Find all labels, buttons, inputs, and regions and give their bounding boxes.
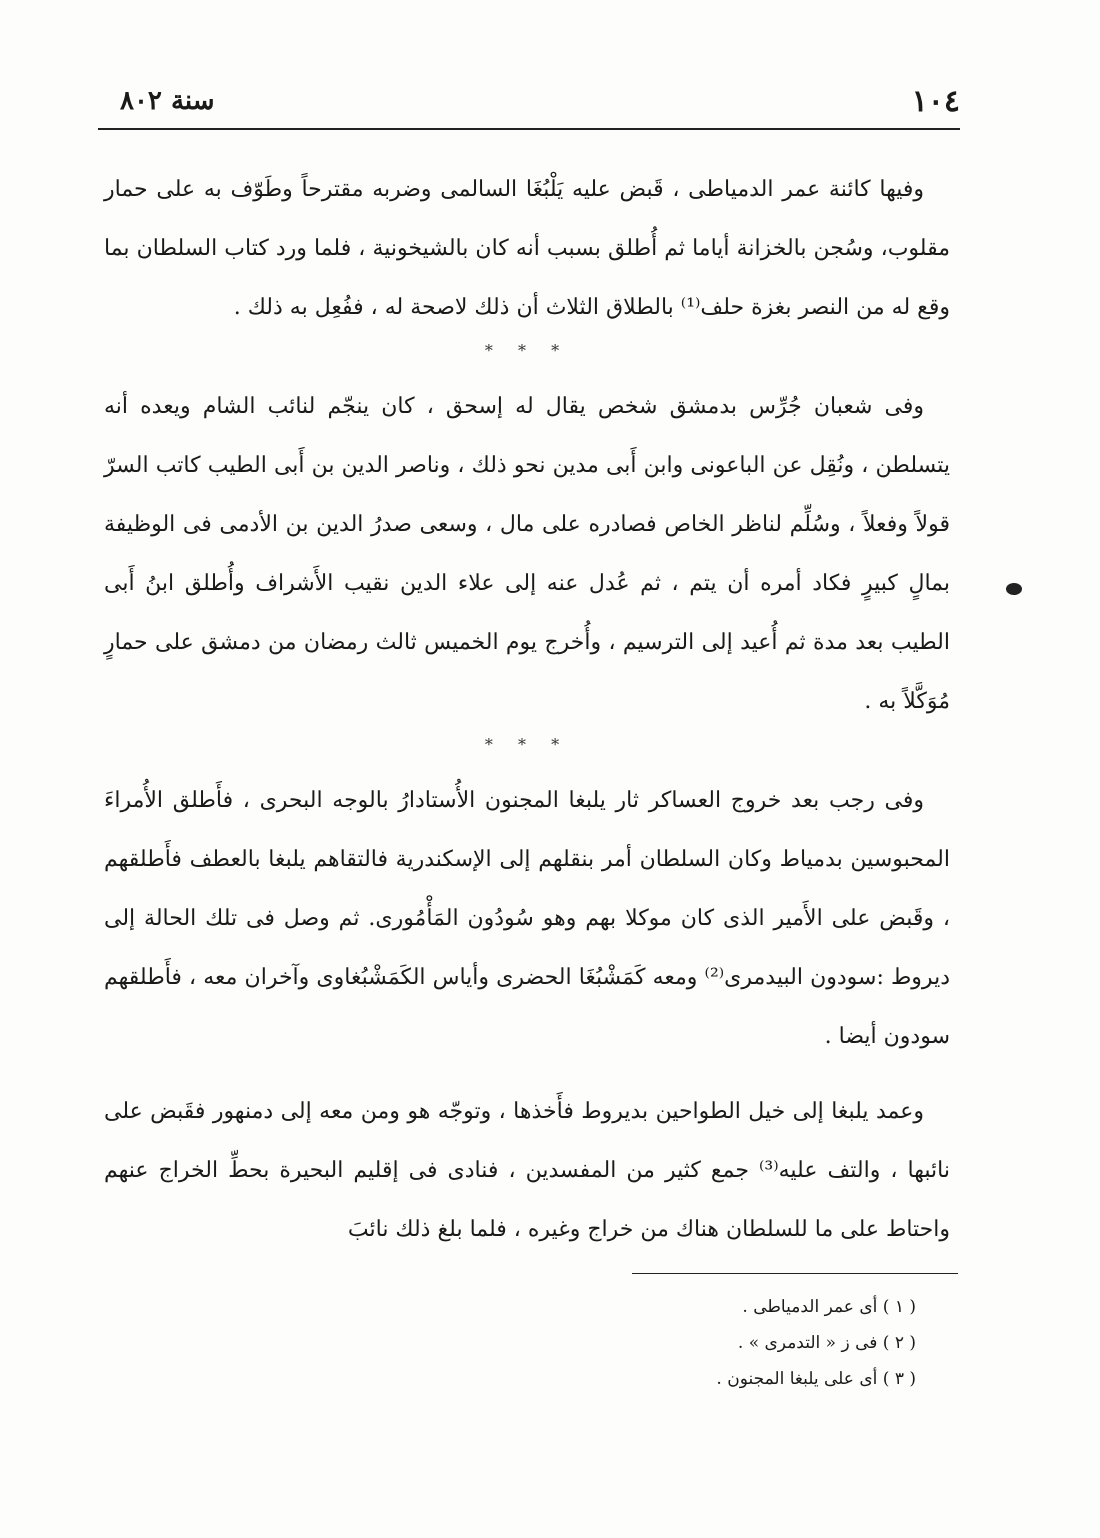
header-rule xyxy=(98,128,960,130)
margin-ink-mark xyxy=(1006,583,1022,595)
footnotes xyxy=(600,1289,916,1397)
paragraph-2: وفى شعبان جُرِّس بدمشق شخص يقال له إسحق ، كان ينجّم لنائب الشام ويعده أنه يتسلطن ، ونُقِل عن الباعونى وابن أَبى مدين نحو ذلك ، وناصر الدين بن أَبى الطيب كاتب السرّ قولاً وفعلاً ، وسُلِّم لناظر الخاص فصادره على مال ، وسعى صدرُ الدين بن الأدمى فى الوظيفة بمالٍ كبيرٍ فكاد أمره أن يتم ، ثم عُدل عنه إلى علاء الدين نقيب الأَشراف وأُطلق ابنُ أَبى الطيب بعد مدة ثم أُعيد إلى الترسيم ، وأُخرج يوم الخميس ثالث رمضان من دمشق على حمارٍ مُوَكَّلاً به . xyxy=(104,394,950,714)
page-header xyxy=(98,84,960,128)
running-head-year: سنة ٨٠٢ xyxy=(120,86,215,116)
footnote-2: ( ٢ ) فى ز « التدمرى » . xyxy=(737,1333,916,1353)
main-text xyxy=(104,160,950,1259)
section-separator-2: * * * xyxy=(484,735,570,754)
footnote-1: ( ١ ) أى عمر الدمياطى . xyxy=(742,1297,916,1317)
paragraph-4: وعمد يلبغا إلى خيل الطواحين بديروط فأَخذها ، وتوجّه هو ومن معه إلى دمنهور فقَبض على نائبها ، والتف عليه⁽³⁾ جمع كثير من المفسدين ، فنادى فى إقليم البحيرة بحطِّ الخراج عنهم واحتاط على ما للسلطان هناك من خراج وغيره ، فلما بلغ ذلك نائبَ xyxy=(104,1099,950,1242)
paragraph-gap xyxy=(104,1066,950,1082)
paragraph-3: وفى رجب بعد خروج العساكر ثار يلبغا المجنون الأُستادارُ بالوجه البحرى ، فأَطلق الأُمراءَ المحبوسين بدمياط وكان السلطان أمر بنقلهم إلى الإسكندرية فالتقاهم يلبغا بالعطف فأَطلقهم ، وقَبض على الأَمير الذى كان موكلا بهم وهو سُودُون المَأْمُورى. ثم وصل فى تلك الحالة إلى ديروط :سودون البيدمرى⁽²⁾ ومعه كَمَشْبُغَا الحضرى وأياس الكَمَشْبُغاوى وآخران معه ، فأَطلقهم سودون أيضا . xyxy=(104,788,950,1049)
page-number: ١٠٤ xyxy=(911,84,960,119)
footnote-rule xyxy=(632,1273,958,1274)
paragraph-1: وفيها كائنة عمر الدمياطى ، قَبض عليه يَلْبُغَا السالمى وضربه مقترحاً وطَوّف به على حمار مقلوب، وسُجن بالخزانة أياما ثم أُطلق بسبب أنه كان بالشيخونية ، فلما ورد كتاب السلطان بما وقع له من النصر بغزة حلف⁽¹⁾ بالطلاق الثلاث أن ذلك لاصحة له ، ففُعِل به ذلك . xyxy=(104,177,950,320)
section-separator-1: * * * xyxy=(484,341,570,360)
footnote-3: ( ٣ ) أى على يلبغا المجنون . xyxy=(716,1369,916,1389)
